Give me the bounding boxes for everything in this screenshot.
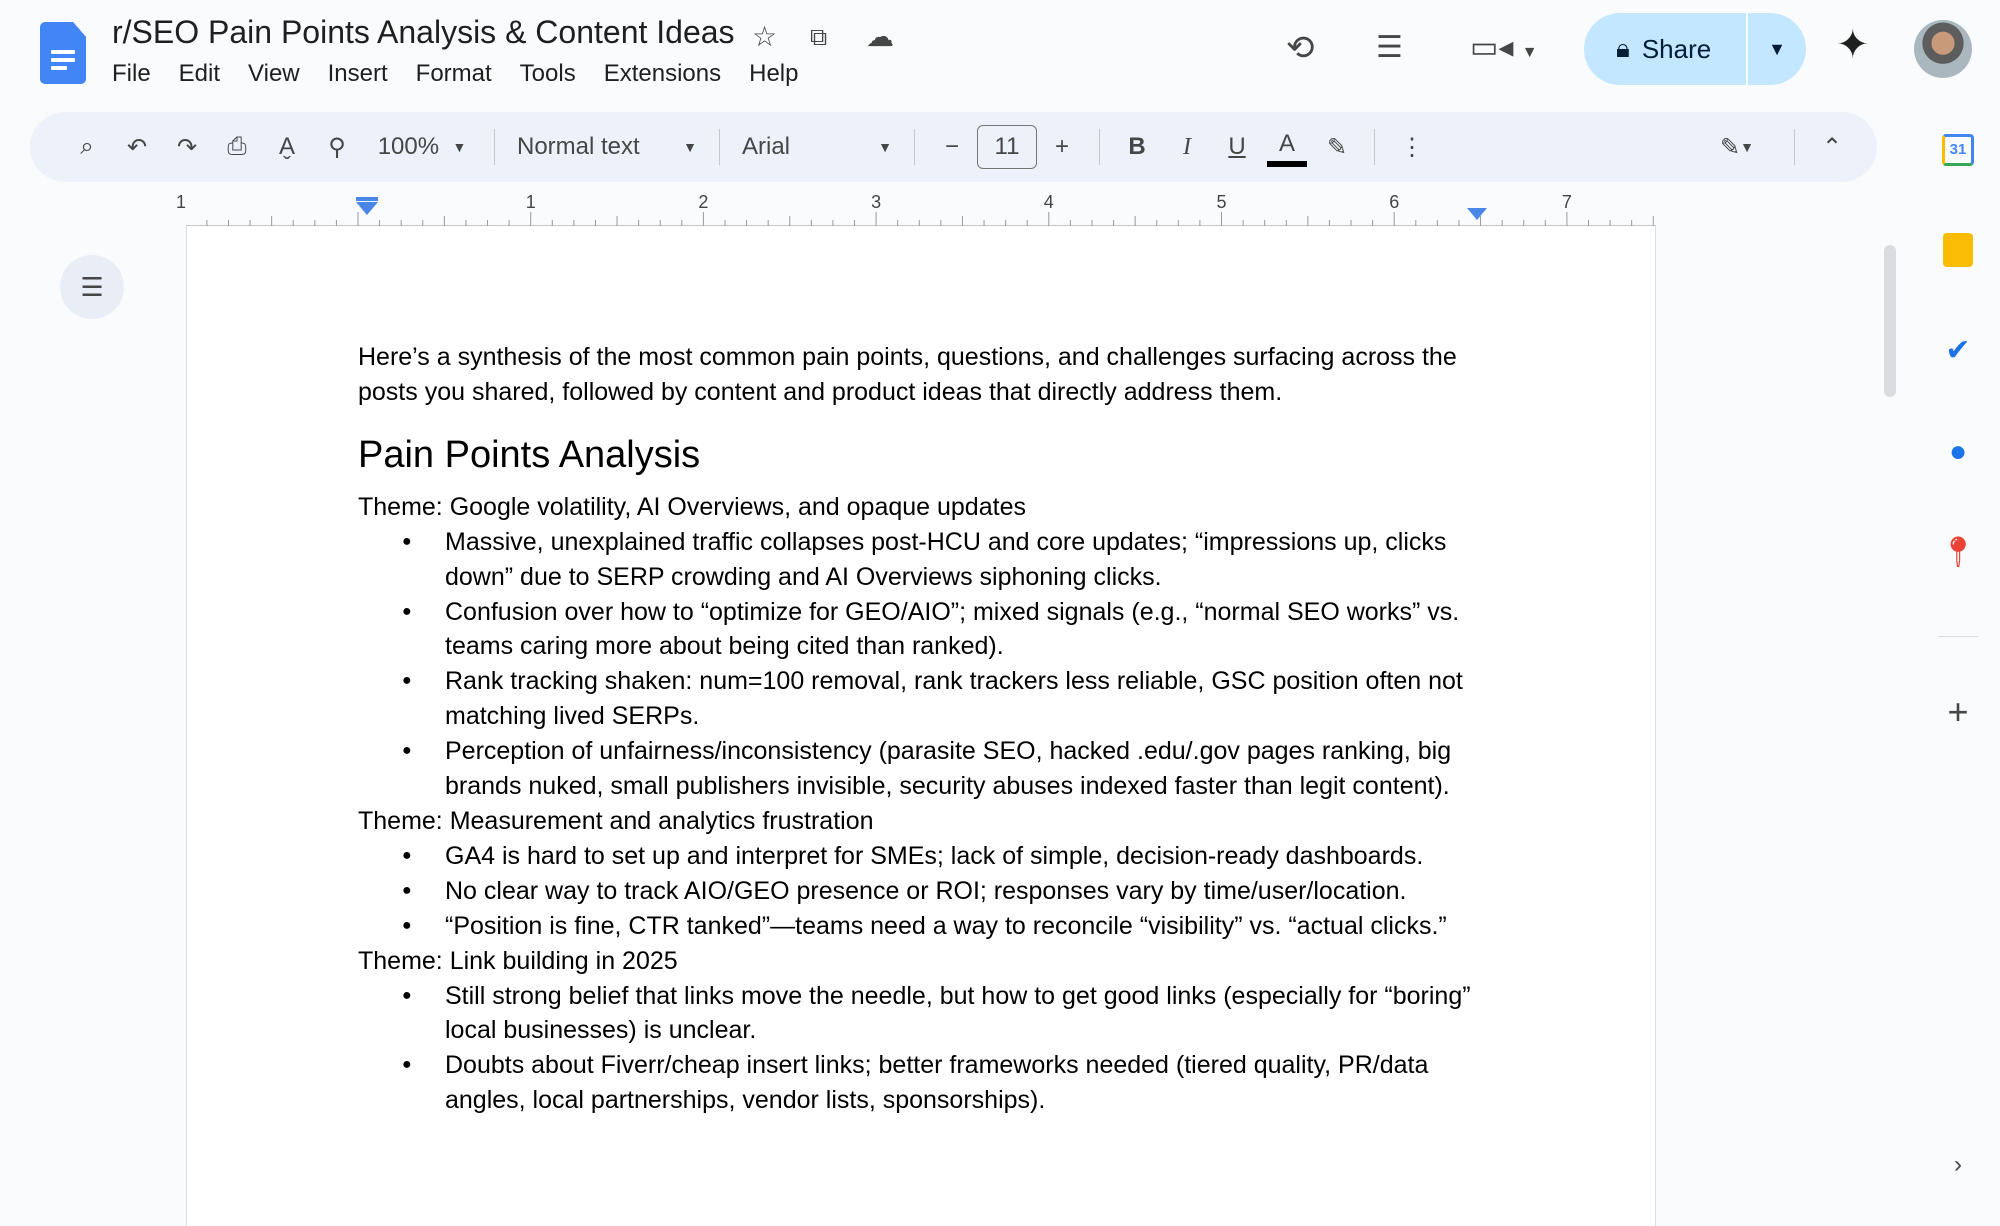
intro-paragraph: Here’s a synthesis of the most common pain points, questions, and challenges surfacing across the posts you shared, followed by content and product ideas that directly address them. <box>358 343 1457 406</box>
divider <box>1374 129 1375 165</box>
style-select[interactable] <box>507 125 707 169</box>
move-folder-icon[interactable]: ⧉ <box>810 24 828 51</box>
scrollbar-thumb[interactable] <box>1884 245 1896 397</box>
menu-bar <box>112 60 826 88</box>
chevron-down-icon: ▼ <box>683 139 697 155</box>
heading-pain-points: Pain Points Analysis <box>358 433 701 476</box>
collapse-toolbar-icon[interactable]: ⌃ <box>1821 133 1843 161</box>
print-icon[interactable]: ⎙ <box>227 133 247 160</box>
text-color-button[interactable]: A <box>1267 127 1307 167</box>
chevron-down-icon: ▼ <box>878 139 892 155</box>
contacts-icon[interactable]: ● <box>1948 435 1968 468</box>
chevron-down-icon: ▼ <box>452 139 467 155</box>
left-indent-marker[interactable] <box>356 202 378 215</box>
list-item: ● Doubts about Fiverr/cheap insert links; better frameworks needed (tiered quality, PR/data angles, local partnerships, vendor lists, sponsorships). <box>358 1048 1488 1118</box>
menu-edit[interactable]: Edit <box>178 60 221 87</box>
ruler-label: 1 <box>525 194 536 212</box>
redo-icon[interactable]: ↷ <box>176 133 198 161</box>
spellcheck-icon[interactable]: A̬ <box>278 133 295 160</box>
menu-help[interactable]: Help <box>749 60 799 87</box>
meet-icon[interactable]: ▭◂ ▼ <box>1470 31 1538 64</box>
ruler[interactable] <box>186 194 1656 226</box>
menu-format[interactable]: Format <box>415 60 492 87</box>
bullet-list <box>358 525 1488 804</box>
list-item: ● GA4 is hard to set up and interpret for SMEs; lack of simple, decision-ready dashboards. <box>358 839 1488 874</box>
ruler-label: 7 <box>1561 194 1572 212</box>
ruler-label: 2 <box>698 194 709 212</box>
list-item: ● Still strong belief that links move the needle, but how to get good links (especially for “boring” local businesses) is unclear. <box>358 979 1488 1049</box>
ruler-label: 6 <box>1389 194 1400 212</box>
underline-button[interactable]: U <box>1228 133 1246 160</box>
lock-icon: 🔒︎ <box>1616 33 1630 63</box>
theme-title: Theme: Measurement and analytics frustration <box>358 806 874 835</box>
bold-button[interactable]: B <box>1128 133 1146 160</box>
divider <box>914 129 915 165</box>
zoom-select[interactable] <box>362 125 482 169</box>
share-dropdown-icon[interactable]: ▼ <box>1768 38 1786 59</box>
highlight-icon[interactable]: ✎ <box>1326 133 1348 161</box>
list-item: ● Confusion over how to “optimize for GEO/AIO”; mixed signals (e.g., “normal SEO works” vs. teams caring more about being cited than ranked). <box>358 595 1488 665</box>
ruler-label: 5 <box>1216 194 1227 212</box>
italic-button[interactable]: I <box>1183 133 1191 160</box>
theme-title: Theme: Google volatility, AI Overviews, and opaque updates <box>358 492 1026 521</box>
share-button[interactable] <box>1584 13 1806 85</box>
right-indent-marker[interactable] <box>1467 208 1487 220</box>
ruler-label: 4 <box>1043 194 1054 212</box>
list-item: ● “Position is fine, CTR tanked”—teams need a way to reconcile “visibility” vs. “actual clicks.” <box>358 909 1488 944</box>
list-item: ● Perception of unfairness/inconsistency (parasite SEO, hacked .edu/.gov pages ranking, big brands nuked, small publishers invisible, security abuses indexed faster than legit content). <box>358 734 1488 804</box>
add-addon-icon[interactable]: + <box>1947 691 1969 732</box>
increase-font-size-button[interactable]: + <box>1054 133 1069 160</box>
divider <box>1099 129 1100 165</box>
docs-logo[interactable] <box>40 22 86 84</box>
menu-extensions[interactable]: Extensions <box>603 60 722 87</box>
theme-title: Theme: Link building in 2025 <box>358 946 678 975</box>
menu-tools[interactable]: Tools <box>519 60 576 87</box>
more-options-icon[interactable]: ⋮ <box>1400 133 1424 161</box>
decrease-font-size-button[interactable]: − <box>944 133 959 160</box>
first-line-indent-marker[interactable] <box>356 197 378 201</box>
maps-icon[interactable]: 📍︎ <box>1938 535 1978 569</box>
star-icon[interactable]: ☆ <box>752 21 778 52</box>
tasks-icon[interactable]: ✔ <box>1945 333 1971 367</box>
share-label: Share <box>1641 33 1712 64</box>
font-select[interactable] <box>732 125 902 169</box>
cloud-saved-icon[interactable]: ☁ <box>866 21 894 52</box>
paint-format-icon[interactable]: ⚲ <box>328 133 346 161</box>
bullet-list <box>358 839 1488 944</box>
keep-icon[interactable] <box>1938 230 1978 270</box>
divider <box>1794 129 1795 165</box>
menu-view[interactable]: View <box>248 60 300 87</box>
version-history-icon[interactable]: ⟲ <box>1286 29 1315 67</box>
style-value: Normal text <box>517 133 640 160</box>
divider <box>494 129 495 165</box>
undo-icon[interactable]: ↶ <box>126 133 148 161</box>
zoom-value: 100% <box>377 133 440 160</box>
avatar[interactable] <box>1914 20 1972 78</box>
ruler-label: 3 <box>871 194 882 212</box>
divider <box>1938 636 1978 637</box>
editing-mode-button[interactable]: ✎ ▼ <box>1720 133 1754 161</box>
search-icon[interactable]: ⌕ <box>80 133 94 160</box>
divider <box>719 129 720 165</box>
list-item: ● Rank tracking shaken: num=100 removal, rank trackers less reliable, GSC position often not matching lived SERPs. <box>358 664 1488 734</box>
comments-icon[interactable]: ☰ <box>1376 31 1403 64</box>
bullet-list <box>358 979 1488 1119</box>
document-body[interactable] <box>358 340 1488 1118</box>
menu-file[interactable]: File <box>112 60 151 87</box>
font-value: Arial <box>742 133 791 160</box>
toolbar <box>30 112 1877 182</box>
calendar-icon[interactable]: 31 <box>1938 130 1978 170</box>
list-item: ● No clear way to track AIO/GEO presence or ROI; responses vary by time/user/location. <box>358 874 1488 909</box>
document-title[interactable]: r/SEO Pain Points Analysis & Content Ideas <box>112 14 735 50</box>
chevron-right-icon[interactable]: › <box>1954 1151 1962 1178</box>
ruler-label: 1 <box>176 192 187 212</box>
menu-insert[interactable]: Insert <box>327 60 388 87</box>
gemini-icon[interactable]: ✦ <box>1836 23 1870 67</box>
ruler-ticks <box>186 194 1656 226</box>
font-size-input[interactable]: 11 <box>977 125 1037 169</box>
themes <box>358 490 1488 1118</box>
outline-toggle-icon[interactable]: ☰ <box>60 255 124 319</box>
list-item: ● Massive, unexplained traffic collapses post-HCU and core updates; “impressions up, clicks down” due to SERP crowding and AI Overviews siphoning clicks. <box>358 525 1488 595</box>
